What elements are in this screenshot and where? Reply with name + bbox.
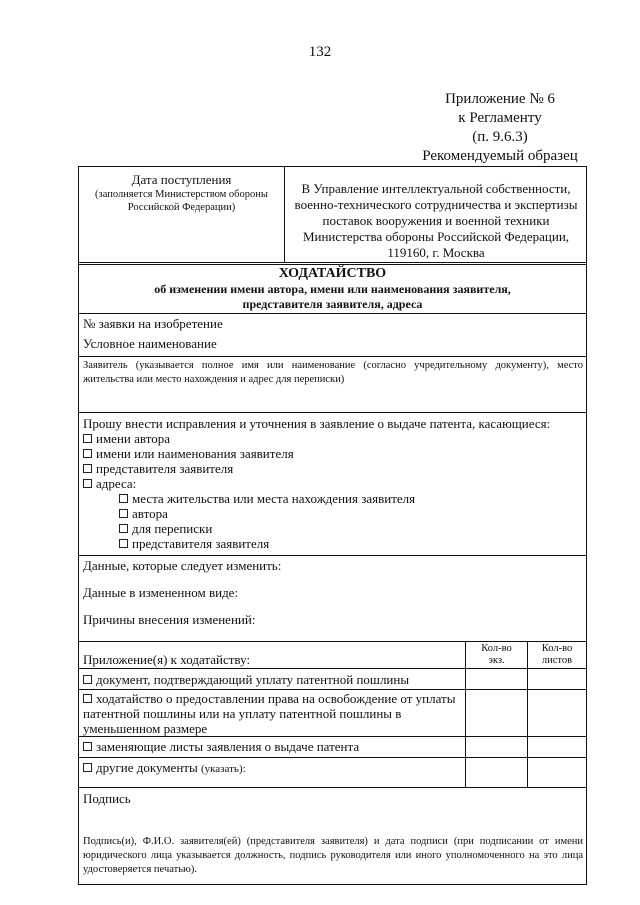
petition-heading [80,266,585,312]
conventional-name-label: Условное наименование [83,336,217,351]
table-row [83,672,409,688]
sheets-header-line-1: Кол-во [541,643,573,654]
checkbox-icon [83,464,92,473]
change-reasons-label: Причины внесения изменений: [83,612,256,627]
request-subitem-label: автора [132,506,168,521]
appendix-line-4: Рекомендуемый образец [422,148,578,164]
signature-note: Подпись(и), Ф.И.О. заявителя(ей) (представителя заявителя) и дата подписи (при подписании от имени юридического лица указывается должность, подпись руководителя или иного уполномоченного на это лица удостоверяется печатью). [83,836,583,875]
checkbox-icon [83,763,92,772]
receipt-date-title: Дата поступления [131,172,232,187]
copies-column-header [466,643,527,667]
attachment-label: другие документы [96,760,198,775]
checkbox-icon [83,694,92,703]
checkbox-icon [119,524,128,533]
application-number-label: № заявки на изобретение [83,316,223,331]
table-row [83,739,359,755]
applicant-label: Заявитель (указывается полное имя или наименование (согласно учредительному документу), место жительства или место нахождения и адрес для переписки) [83,360,583,385]
checkbox-icon [83,742,92,751]
changed-data-label: Данные в измененном виде: [83,585,239,600]
request-subitem-label: места жительства или места нахождения заявителя [132,491,416,506]
data-to-change-label: Данные, которые следует изменить: [83,558,282,573]
checkbox-icon [119,494,128,503]
request-subitem [83,521,550,536]
table-row [83,760,246,777]
appendix-line-2: к Регламенту [458,110,542,126]
request-item [83,431,550,446]
attachments-header: Приложение(я) к ходатайству: [83,652,251,667]
checkbox-icon [119,509,128,518]
petition-subtitle-2: представителя заявителя, адреса [242,297,423,311]
request-item-label: имени или наименования заявителя [96,446,294,461]
receipt-date-cell [80,172,283,214]
request-subitem [83,536,550,551]
copies-header-line-1: Кол-во [481,643,512,654]
appendix-block [410,90,590,166]
petition-subtitle-1: об изменении имени автора, имени или наименования заявителя, [154,282,511,296]
request-intro: Прошу внести исправления и уточнения в заявление о выдаче патента, касающиеся: [83,416,551,431]
sheets-header-line-2: листов [541,655,573,666]
appendix-line-1: Приложение № 6 [445,91,555,107]
checkbox-icon [119,539,128,548]
request-subitem-label: представителя заявителя [132,536,270,551]
sheets-column-header [528,643,586,667]
addressee-line-4: Министерства обороны Российской Федерации, [302,229,570,244]
addressee-line-3: поставок вооружения и военной техники [322,213,550,228]
attachment-label-cont: патентной пошлины или на уплату патентной пошлины в [83,706,402,721]
table-row [83,691,455,736]
addressee-line-2: военно-технического сотрудничества и экспертизы [294,197,578,212]
signature-label: Подпись [83,791,131,806]
checkbox-icon [83,479,92,488]
request-item [83,461,550,476]
receipt-date-note-2: Российской Федерации) [127,202,236,213]
request-item [83,446,550,461]
request-item [83,476,550,491]
receipt-date-note-1: (заполняется Министерством обороны [95,189,268,200]
page-number: 132 [308,44,332,60]
request-block [83,416,550,551]
attachment-note: (указать): [200,763,246,775]
request-item-label: адреса: [96,476,137,491]
request-subitem-label: для переписки [132,521,213,536]
attachment-label: заменяющие листы заявления о выдаче патента [96,739,360,754]
request-subitem [83,506,550,521]
request-item-label: имени автора [96,431,170,446]
petition-title: ХОДАТАЙСТВО [278,266,387,281]
request-item-label: представителя заявителя [96,461,234,476]
addressee-line-5: 119160, г. Москва [387,245,485,260]
checkbox-icon [83,434,92,443]
appendix-line-3: (п. 9.6.3) [472,129,528,145]
attachment-label-cont: уменьшенном размере [83,721,208,736]
request-subitem [83,491,550,506]
attachment-label: ходатайство о предоставлении права на освобождение от уплаты [96,691,456,706]
checkbox-icon [83,675,92,684]
addressee-line-1: В Управление интеллектуальной собственности, [301,181,571,196]
copies-header-line-2: экз. [488,655,505,666]
checkbox-icon [83,449,92,458]
attachment-label: документ, подтверждающий уплату патентной пошлины [96,672,410,687]
addressee-cell [287,181,585,261]
